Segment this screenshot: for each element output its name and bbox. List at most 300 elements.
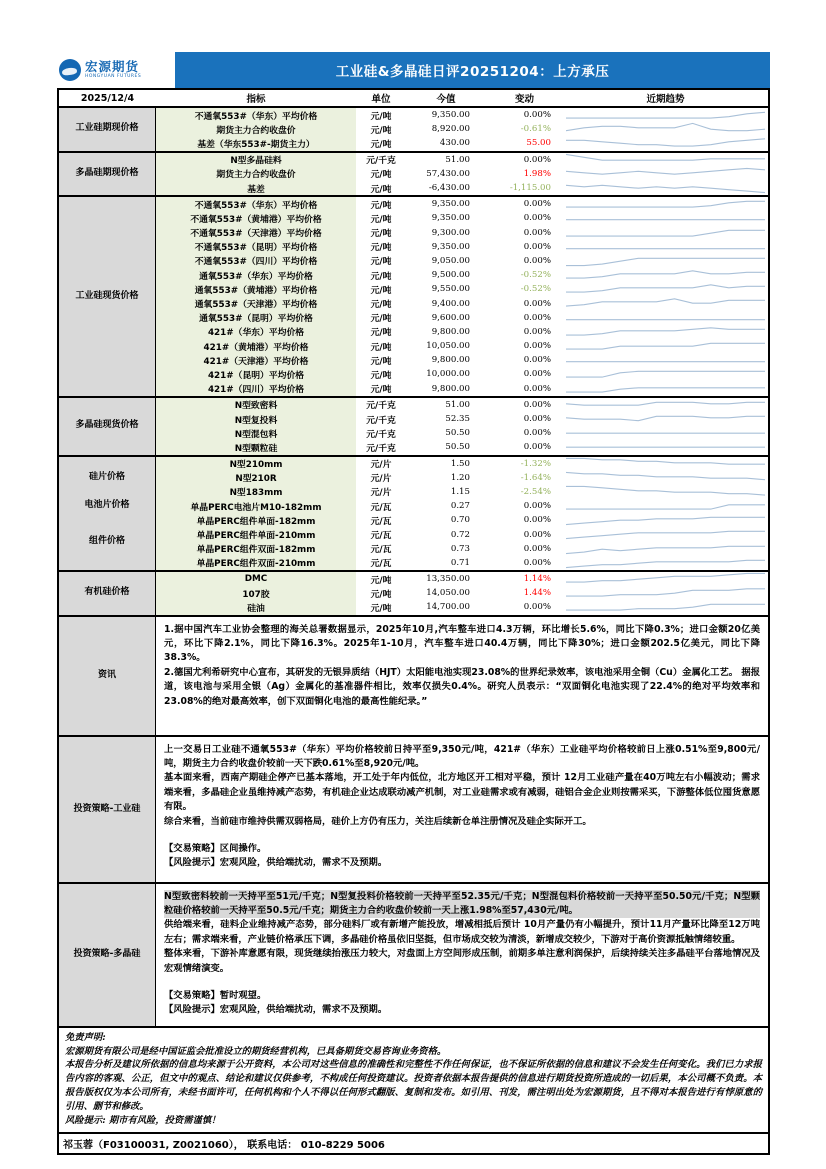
table-row bbox=[156, 282, 768, 296]
trend-cell bbox=[563, 499, 768, 513]
value-cell: 9,350.00 bbox=[431, 241, 470, 252]
trend-sparkline bbox=[566, 440, 765, 454]
trend-sparkline bbox=[566, 339, 765, 353]
trend-sparkline bbox=[566, 296, 765, 310]
unit-cell: 元/吨 bbox=[370, 314, 392, 325]
price-group bbox=[59, 570, 768, 615]
logo-company-name-en: HONGYUAN FUTURES bbox=[85, 74, 142, 79]
trend-sparkline bbox=[566, 600, 765, 614]
group-rows bbox=[156, 398, 768, 455]
trend-cell bbox=[563, 367, 768, 381]
unit-cell: 元/瓦 bbox=[370, 559, 392, 570]
unit-cell: 元/吨 bbox=[370, 139, 392, 150]
group-rows bbox=[156, 108, 768, 151]
table-row bbox=[156, 527, 768, 541]
indicator-cell: N型210R bbox=[156, 471, 356, 485]
title-bar bbox=[57, 52, 770, 88]
logo-company-name: 宏源期货 bbox=[85, 58, 140, 74]
group-rows bbox=[156, 457, 768, 500]
price-group bbox=[59, 195, 768, 396]
change-cell: 0.00% bbox=[523, 227, 551, 238]
trend-sparkline bbox=[566, 572, 765, 586]
indicator-cell: 不通氧553#（天津港）平均价格 bbox=[156, 226, 356, 240]
change-cell: -0.61% bbox=[520, 124, 551, 135]
group-rows bbox=[156, 197, 768, 396]
row-group-label: 电池片价格 bbox=[59, 499, 156, 513]
unit-cell: 元/瓦 bbox=[370, 545, 392, 556]
value-cell: 50.50 bbox=[445, 442, 470, 453]
trend-sparkline bbox=[566, 108, 765, 122]
indicator-cell: 107胶 bbox=[156, 586, 356, 600]
table-row bbox=[156, 108, 768, 122]
indicator-cell: 421#（四川）平均价格 bbox=[156, 382, 356, 396]
trend-sparkline bbox=[566, 181, 765, 195]
unit-cell: 元/千克 bbox=[366, 429, 396, 440]
indicator-cell: N型210mm bbox=[156, 457, 356, 471]
section-text bbox=[156, 737, 768, 882]
analyst-contact-line: 祁玉蓉（F03100031, Z0021060）， 联系电话： 010-8229 5006 bbox=[63, 1140, 385, 1152]
trend-sparkline bbox=[566, 197, 765, 211]
value-cell: 0.73 bbox=[450, 543, 470, 554]
price-table-body bbox=[59, 108, 768, 615]
indicator-cell: 期货主力合约收盘价 bbox=[156, 122, 356, 136]
table-row bbox=[156, 296, 768, 310]
trend-sparkline bbox=[566, 398, 765, 412]
section-paragraph: 1.据中国汽车工业协会整理的海关总署数据显示，2025年10月,汽车整车进口4.3万辆，环比增长5.6%，同比下降0.3%；进口金额20亿美元，环比下降2.1%，同比下降16.3%。2025年1-10月，汽车整车进口40.4万辆，同比下降30%；进口金额202.5亿美元，同比下降38.3%。 bbox=[164, 623, 760, 664]
trend-sparkline bbox=[566, 426, 765, 440]
table-row bbox=[156, 382, 768, 396]
indicator-cell: N型183mm bbox=[156, 485, 356, 499]
table-row bbox=[156, 167, 768, 181]
change-cell: 0.00% bbox=[523, 241, 551, 252]
price-group bbox=[59, 499, 768, 513]
indicator-cell: N型多晶硅料 bbox=[156, 153, 356, 167]
row-group-label: 工业硅期现价格 bbox=[59, 108, 156, 151]
indicator-cell: N型复投料 bbox=[156, 412, 356, 426]
unit-cell: 元/瓦 bbox=[370, 516, 392, 527]
indicator-cell: 421#（天津港）平均价格 bbox=[156, 353, 356, 367]
value-cell: 1.20 bbox=[450, 472, 470, 483]
value-cell: 0.70 bbox=[450, 515, 470, 526]
trend-cell bbox=[563, 268, 768, 282]
section-label: 投资策略-工业硅 bbox=[59, 737, 156, 882]
value-cell: -6,430.00 bbox=[428, 183, 470, 194]
trend-sparkline bbox=[566, 311, 765, 325]
change-cell: 0.00% bbox=[523, 298, 551, 309]
value-cell: 9,350.00 bbox=[431, 110, 470, 121]
section-paragraph bbox=[164, 976, 760, 989]
group-rows bbox=[156, 153, 768, 196]
report-date: 2025/12/4 bbox=[80, 92, 135, 104]
change-cell: 0.00% bbox=[523, 529, 551, 540]
change-cell: 0.00% bbox=[523, 255, 551, 266]
table-row bbox=[156, 572, 768, 586]
value-cell: 57,430.00 bbox=[426, 168, 470, 179]
change-cell: 0.00% bbox=[523, 355, 551, 366]
change-cell: 0.00% bbox=[523, 312, 551, 323]
section-paragraph: 【风险提示】宏观风险，供给端扰动，需求不及预期。 bbox=[164, 1004, 388, 1016]
change-cell: 0.00% bbox=[523, 154, 551, 165]
unit-cell: 元/吨 bbox=[370, 214, 392, 225]
value-cell: 1.15 bbox=[450, 486, 470, 497]
table-header-row bbox=[59, 90, 768, 108]
unit-cell: 元/千克 bbox=[366, 443, 396, 454]
text-sections bbox=[59, 615, 768, 1026]
table-row bbox=[156, 153, 768, 167]
unit-cell: 元/吨 bbox=[370, 257, 392, 268]
trend-cell bbox=[563, 398, 768, 412]
trend-sparkline bbox=[566, 268, 765, 282]
trend-cell bbox=[563, 311, 768, 325]
table-row bbox=[156, 254, 768, 268]
trend-sparkline bbox=[566, 471, 765, 485]
trend-sparkline bbox=[566, 586, 765, 600]
trend-cell bbox=[563, 586, 768, 600]
trend-cell bbox=[563, 240, 768, 254]
indicator-cell: 基差（华东553#-期货主力） bbox=[156, 136, 356, 150]
value-cell: 0.27 bbox=[450, 501, 470, 512]
trend-sparkline bbox=[566, 226, 765, 240]
change-cell: -2.54% bbox=[520, 486, 551, 497]
value-cell: 9,050.00 bbox=[431, 255, 470, 266]
value-cell: 9,400.00 bbox=[431, 298, 470, 309]
indicator-cell: N型致密料 bbox=[156, 398, 356, 412]
row-group-label: 多晶硅现货价格 bbox=[59, 398, 156, 455]
value-cell: 1.50 bbox=[450, 458, 470, 469]
report-title-band bbox=[175, 52, 770, 88]
change-cell: 0.00% bbox=[523, 383, 551, 394]
indicator-cell: 不通氧553#（华东）平均价格 bbox=[156, 197, 356, 211]
table-row bbox=[156, 485, 768, 499]
table-row bbox=[156, 586, 768, 600]
indicator-cell: 单晶PERC电池片M10-182mm bbox=[156, 499, 356, 513]
trend-cell bbox=[563, 167, 768, 181]
indicator-cell: N型混包料 bbox=[156, 426, 356, 440]
trend-sparkline bbox=[566, 167, 765, 181]
trend-sparkline bbox=[566, 485, 765, 499]
indicator-cell: 基差 bbox=[156, 181, 356, 195]
unit-cell: 元/吨 bbox=[370, 575, 392, 586]
indicator-cell: 不通氧553#（四川）平均价格 bbox=[156, 254, 356, 268]
unit-cell: 元/片 bbox=[370, 460, 392, 471]
unit-cell: 元/吨 bbox=[370, 300, 392, 311]
table-row bbox=[156, 471, 768, 485]
change-cell: 55.00 bbox=[526, 138, 551, 149]
trend-cell bbox=[563, 542, 768, 556]
section-paragraph: 基本面来看，西南产期硅企停产已基本落地，开工处于年内低位，北方地区开工相对平稳，预计 12月工业硅产量在40万吨左右小幅波动；需求端来看，多晶硅企业虽维持减产态势，有机硅企业达成联动减产机制，对工业硅需求或有减弱，硅铝合金企业则按需采买，下游整体低位囤货意愿有限。 bbox=[164, 772, 760, 813]
value-cell: 51.00 bbox=[445, 154, 470, 165]
trend-cell bbox=[563, 282, 768, 296]
trend-sparkline bbox=[566, 527, 765, 541]
change-cell: 0.00% bbox=[523, 341, 551, 352]
trend-cell bbox=[563, 471, 768, 485]
change-cell: 0.00% bbox=[523, 414, 551, 425]
indicator-cell: 421#（昆明）平均价格 bbox=[156, 367, 356, 381]
section-paragraph: 【交易策略】区间操作。 bbox=[164, 843, 267, 854]
value-cell: 9,600.00 bbox=[431, 312, 470, 323]
section-text bbox=[156, 617, 768, 735]
disclaimer-line: 风险提示: 期市有风险，投资需谨慎！ bbox=[65, 1115, 221, 1127]
unit-cell: 元/吨 bbox=[370, 243, 392, 254]
value-cell: 9,550.00 bbox=[431, 284, 470, 295]
value-cell: 9,800.00 bbox=[431, 326, 470, 337]
unit-cell: 元/片 bbox=[370, 474, 392, 485]
table-row bbox=[156, 542, 768, 556]
column-header-indicator: 指标 bbox=[246, 94, 266, 105]
unit-cell: 元/吨 bbox=[370, 170, 392, 181]
trend-cell bbox=[563, 211, 768, 225]
unit-cell: 元/瓦 bbox=[370, 502, 392, 513]
column-header-value: 今值 bbox=[436, 94, 456, 105]
section-paragraph bbox=[164, 829, 760, 842]
trend-cell bbox=[563, 556, 768, 570]
unit-cell: 元/吨 bbox=[370, 342, 392, 353]
value-cell: 52.35 bbox=[445, 414, 470, 425]
trend-cell bbox=[563, 600, 768, 614]
section-paragraph: 上一交易日工业硅不通氧553#（华东）平均价格较前日持平至9,350元/吨，421#（华东）工业硅平均价格较前日上涨0.51%至9,800元/吨，期货主力合约收盘价较前一天下跌0.61%至8,920元/吨。 bbox=[164, 743, 760, 769]
value-cell: 9,300.00 bbox=[431, 227, 470, 238]
change-cell: 0.00% bbox=[523, 199, 551, 210]
price-group bbox=[59, 455, 768, 500]
indicator-cell: 单晶PERC组件单面-182mm bbox=[156, 513, 356, 527]
table-row bbox=[156, 457, 768, 471]
trend-cell bbox=[563, 296, 768, 310]
trend-cell bbox=[563, 153, 768, 167]
value-cell: 9,500.00 bbox=[431, 270, 470, 281]
table-row bbox=[156, 398, 768, 412]
unit-cell: 元/吨 bbox=[370, 200, 392, 211]
value-cell: 0.72 bbox=[450, 529, 470, 540]
trend-cell bbox=[563, 485, 768, 499]
value-cell: 9,350.00 bbox=[431, 199, 470, 210]
disclaimer-title: 免责声明: bbox=[65, 1031, 106, 1043]
row-group-label: 组件价格 bbox=[59, 513, 156, 570]
table-row bbox=[156, 499, 768, 513]
value-cell: 9,800.00 bbox=[431, 355, 470, 366]
indicator-cell: 不通氧553#（华东）平均价格 bbox=[156, 108, 356, 122]
change-cell: -1,115.00 bbox=[509, 183, 551, 194]
unit-cell: 元/瓦 bbox=[370, 531, 392, 542]
change-cell: -0.52% bbox=[520, 284, 551, 295]
unit-cell: 元/吨 bbox=[370, 125, 392, 136]
price-group bbox=[59, 151, 768, 196]
section-strategy-industrial-silicon bbox=[59, 735, 768, 882]
trend-cell bbox=[563, 136, 768, 150]
trend-sparkline bbox=[566, 513, 765, 527]
trend-cell bbox=[563, 353, 768, 367]
trend-sparkline bbox=[566, 412, 765, 426]
trend-sparkline bbox=[566, 211, 765, 225]
trend-cell bbox=[563, 426, 768, 440]
trend-sparkline bbox=[566, 136, 765, 150]
change-cell: 0.00% bbox=[523, 515, 551, 526]
trend-cell bbox=[563, 226, 768, 240]
table-row bbox=[156, 367, 768, 381]
trend-cell bbox=[563, 339, 768, 353]
section-text bbox=[156, 884, 768, 1026]
trend-sparkline bbox=[566, 325, 765, 339]
value-cell: 9,800.00 bbox=[431, 383, 470, 394]
table-row bbox=[156, 181, 768, 195]
indicator-cell: DMC bbox=[156, 572, 356, 586]
trend-sparkline bbox=[566, 282, 765, 296]
value-cell: 10,050.00 bbox=[426, 341, 470, 352]
trend-sparkline bbox=[566, 499, 765, 513]
value-cell: 0.71 bbox=[450, 557, 470, 568]
indicator-cell: N型颗粒硅 bbox=[156, 440, 356, 454]
trend-sparkline bbox=[566, 153, 765, 167]
trend-sparkline bbox=[566, 556, 765, 570]
unit-cell: 元/吨 bbox=[370, 111, 392, 122]
section-label: 资讯 bbox=[59, 617, 156, 735]
change-cell: 0.00% bbox=[523, 602, 551, 613]
section-paragraph: 整体来看，下游补库意愿有限，现货继续抬涨压力较大，对盘面上方空间形成压制，前期多单注意利润保护，后续持续关注多晶硅平台落地情况及宏观情绪演变。 bbox=[164, 948, 760, 974]
column-header-change: 变动 bbox=[514, 94, 534, 105]
unit-cell: 元/吨 bbox=[370, 229, 392, 240]
section-paragraph: 2.德国尤利希研究中心宣布，其研发的无银异质结（HJT）太阳能电池实现23.08%的世界纪录效率，该电池采用全铜（Cu）金属化工艺。 据报道，该电池与采用全银（Ag）金属化的基准器件相比，效率仅损失0.4%。研究人员表示：“双面铜化电池实现了22.4%的绝对平均效率和23.08%的绝对最高效率，创下双面铜化电池的最高性能纪录。” bbox=[164, 666, 760, 707]
value-cell: 9,350.00 bbox=[431, 213, 470, 224]
value-cell: 14,050.00 bbox=[426, 588, 470, 599]
disclaimer-line: 本报告分析及建议所依据的信息均来源于公开资料，本公司对这些信息的准确性和完整性不作任何保证，也不保证所依据的信息和建议不会发生任何变化。我们已力求报告内容的客观、公正，但文中的观点、结论和建议仅供参考，不构成任何投资建议。投资者依据本报告提供的信息进行期货投资所造成的一切后果，本公司概不负责。本报告版权仅为本公司所有，未经书面许可，任何机构和个人不得以任何形式翻版、复制和发布。如引用、刊发，需注明出处为宏源期货，且不得对本报告进行有悖原意的引用、删节和修改。 bbox=[65, 1059, 762, 1113]
trend-cell bbox=[563, 457, 768, 471]
section-news bbox=[59, 615, 768, 735]
analyst-footer bbox=[59, 1132, 768, 1153]
change-cell: -1.64% bbox=[520, 472, 551, 483]
trend-cell bbox=[563, 382, 768, 396]
unit-cell: 元/吨 bbox=[370, 589, 392, 600]
indicator-cell: 不通氧553#（昆明）平均价格 bbox=[156, 240, 356, 254]
trend-cell bbox=[563, 412, 768, 426]
table-row bbox=[156, 556, 768, 570]
unit-cell: 元/吨 bbox=[370, 370, 392, 381]
table-row bbox=[156, 197, 768, 211]
table-row bbox=[156, 412, 768, 426]
report-table bbox=[57, 88, 770, 1155]
report-title: 工业硅&多晶硅日评20251204：上方承压 bbox=[335, 64, 610, 80]
company-logo bbox=[57, 52, 175, 88]
trend-cell bbox=[563, 572, 768, 586]
table-row bbox=[156, 426, 768, 440]
value-cell: 8,920.00 bbox=[431, 124, 470, 135]
row-group-label: 硅片价格 bbox=[59, 457, 156, 500]
row-group-label: 有机硅价格 bbox=[59, 572, 156, 615]
section-paragraph: 综合来看，当前硅市维持供需双弱格局，硅价上方仍有压力，关注后续新仓单注册情况及硅企实际开工。 bbox=[164, 815, 592, 827]
change-cell: 1.14% bbox=[523, 574, 551, 585]
trend-cell bbox=[563, 440, 768, 454]
table-row bbox=[156, 513, 768, 527]
value-cell: 13,350.00 bbox=[426, 574, 470, 585]
group-rows bbox=[156, 499, 768, 513]
table-row bbox=[156, 353, 768, 367]
table-row bbox=[156, 211, 768, 225]
report-page bbox=[57, 52, 770, 1155]
indicator-cell: 期货主力合约收盘价 bbox=[156, 167, 356, 181]
change-cell: 0.00% bbox=[523, 442, 551, 453]
change-cell: 1.98% bbox=[523, 168, 551, 179]
change-cell: -1.32% bbox=[520, 458, 551, 469]
change-cell: 0.00% bbox=[523, 213, 551, 224]
table-row bbox=[156, 268, 768, 282]
indicator-cell: 单晶PERC组件双面-210mm bbox=[156, 556, 356, 570]
indicator-cell: 硅油 bbox=[156, 600, 356, 614]
price-group bbox=[59, 108, 768, 151]
change-cell: 1.44% bbox=[523, 588, 551, 599]
indicator-cell: 通氧553#（黄埔港）平均价格 bbox=[156, 282, 356, 296]
trend-cell bbox=[563, 197, 768, 211]
change-cell: 0.00% bbox=[523, 399, 551, 410]
table-row bbox=[156, 339, 768, 353]
section-label: 投资策略-多晶硅 bbox=[59, 884, 156, 1026]
trend-cell bbox=[563, 181, 768, 195]
section-strategy-polysilicon bbox=[59, 882, 768, 1026]
change-cell: 0.00% bbox=[523, 543, 551, 554]
trend-sparkline bbox=[566, 367, 765, 381]
column-header-trend: 近期趋势 bbox=[646, 94, 685, 105]
indicator-cell: 通氧553#（华东）平均价格 bbox=[156, 268, 356, 282]
unit-cell: 元/千克 bbox=[366, 401, 396, 412]
trend-sparkline bbox=[566, 240, 765, 254]
price-group bbox=[59, 513, 768, 570]
unit-cell: 元/吨 bbox=[370, 385, 392, 396]
indicator-cell: 421#（黄埔港）平均价格 bbox=[156, 339, 356, 353]
change-cell: 0.00% bbox=[523, 557, 551, 568]
change-cell: -0.52% bbox=[520, 270, 551, 281]
trend-sparkline bbox=[566, 542, 765, 556]
change-cell: 0.00% bbox=[523, 110, 551, 121]
row-group-label: 工业硅现货价格 bbox=[59, 197, 156, 396]
trend-cell bbox=[563, 122, 768, 136]
unit-cell: 元/吨 bbox=[370, 184, 392, 195]
row-group-label: 多晶硅期现价格 bbox=[59, 153, 156, 196]
trend-cell bbox=[563, 527, 768, 541]
group-rows bbox=[156, 513, 768, 570]
table-row bbox=[156, 440, 768, 454]
trend-cell bbox=[563, 108, 768, 122]
indicator-cell: 通氧553#（天津港）平均价格 bbox=[156, 296, 356, 310]
unit-cell: 元/吨 bbox=[370, 603, 392, 614]
trend-sparkline bbox=[566, 122, 765, 136]
unit-cell: 元/吨 bbox=[370, 271, 392, 282]
trend-sparkline bbox=[566, 457, 765, 471]
change-cell: 0.00% bbox=[523, 428, 551, 439]
value-cell: 50.50 bbox=[445, 428, 470, 439]
price-group bbox=[59, 396, 768, 455]
unit-cell: 元/千克 bbox=[366, 415, 396, 426]
change-cell: 0.00% bbox=[523, 369, 551, 380]
value-cell: 430.00 bbox=[439, 138, 470, 149]
group-rows bbox=[156, 572, 768, 615]
value-cell: 14,700.00 bbox=[426, 602, 470, 613]
unit-cell: 元/吨 bbox=[370, 328, 392, 339]
section-paragraph: N型致密料较前一天持平至51元/千克；N型复投料价格较前一天持平至52.35元/千克；N型混包料价格较前一天持平至50.50元/千克；N型颗粒硅价格较前一天持平至50.5元/千克；期货主力合约收盘价较前一天上涨1.98%至57,430元/吨。 bbox=[164, 890, 760, 919]
section-paragraph: 供给端来看，硅料企业维持减产态势，部分硅料厂或有新增产能投放，增减相抵后预计 10月产量仍有小幅提升，预计11月产量环比降至12万吨左右；需求端来看，产业链价格承压下调，多晶硅价格虽依旧坚挺，但市场成交较为清淡，新增成交较少，下游对于高价资源抵触情绪较重。 bbox=[164, 919, 760, 945]
table-row bbox=[156, 122, 768, 136]
indicator-cell: 不通氧553#（黄埔港）平均价格 bbox=[156, 211, 356, 225]
table-row bbox=[156, 136, 768, 150]
unit-cell: 元/片 bbox=[370, 488, 392, 499]
trend-sparkline bbox=[566, 353, 765, 367]
trend-sparkline bbox=[566, 254, 765, 268]
change-cell: 0.00% bbox=[523, 501, 551, 512]
unit-cell: 元/吨 bbox=[370, 356, 392, 367]
section-paragraph: 【风险提示】宏观风险，供给端扰动，需求不及预期。 bbox=[164, 857, 388, 869]
unit-cell: 元/吨 bbox=[370, 285, 392, 296]
table-row bbox=[156, 311, 768, 325]
disclaimer-section bbox=[59, 1026, 768, 1133]
trend-sparkline bbox=[566, 382, 765, 396]
hongyuan-logo-icon bbox=[59, 59, 81, 81]
column-header-unit: 单位 bbox=[371, 94, 391, 105]
